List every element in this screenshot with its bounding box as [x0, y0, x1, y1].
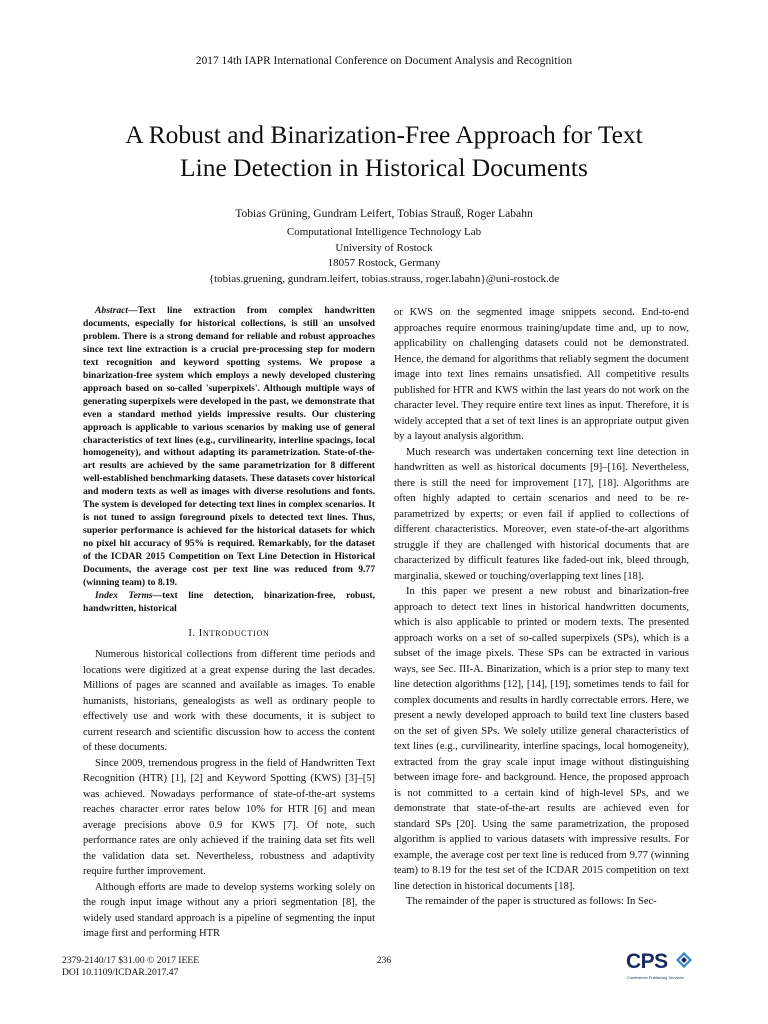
cps-logo: [626, 948, 692, 982]
affiliation-lab: Computational Intelligence Technology Lab: [286, 225, 482, 238]
intro-paragraph: Since 2009, tremendous progress in the field of Handwritten Text Recognition (HTR) [1], [2] and Keyword Spotting (KWS) [3]–[5] was achieved. Nowadays performance of state-of-the-art systems reaches character error rates below 10% for HTR [6] and mean average precisions above 0.9 for KWS [7]. Of note, such performance rates are only achieved if the training data set fits well the validation data set. Nevertheless, robustness and adaptivity require further improvement.: [83, 757, 375, 878]
section-title-rest: NTRODUCTION: [202, 628, 270, 638]
body-paragraph: The remainder of the paper is structured as follows: In Sec-: [406, 896, 657, 907]
abstract-text: —Text line extraction from complex handwritten documents, especially for historical collections, is still an unsolved problem. There is a strong demand for reliable and robust approaches since text line extraction is a crucial pre-processing step for modern text recognition and keyword spotting systems. We propose a binarization-free system which employs a newly developed clustering approach based on so-called 'superpixels'. Although multiple ways of generating superpixels were developed in the past, we demonstrate that even a standard method yields impressive results. Our clustering approach is applicable to various scenarios by making use of general characteristics of text lines (e.g., curvilinearity, interline spacings, local homogeneity), and without adapting its parametrization. State-of-the-art results are achieved by the same parametrization for 8 different well-established benchmarking datasets. These datasets cover historical and modern texts as well as images with diverse resolutions and fonts. The system is developed for detecting text lines in complex scenarios. It is not tuned to assign foreground pixels to detected text lines. Thus, superior performance is achieved for the historical datasets for which no pixel hit accuracy of 95% is required. Remarkably, for the dataset of the ICDAR 2015 Competition on Text Line Detection in Historical Documents, the average cost per text line was reduced from 9.77 (winning team) to 8.19.: [83, 305, 375, 589]
paper-title-line-2: Line Detection in Historical Documents: [180, 153, 588, 182]
footer-issn: 2379-2140/17 $31.00 © 2017 IEEE: [62, 955, 200, 966]
cps-diamond-icon: [676, 952, 692, 968]
cps-logo-text: CPS: [626, 950, 668, 973]
intro-paragraph: Numerous historical collections from different time periods and locations were digitized at a great expense during the last decades. Millions of pages are scanned and available as images. To enable humanists, historians, genealogists as well as ordinary people to effectively use and work with these documents, it is subject to current research and scientific discussion how to access the content of these documents.: [83, 649, 375, 754]
index-terms: [83, 590, 375, 616]
index-terms-label: Index Terms: [95, 589, 153, 601]
affiliation-university: University of Rostock: [335, 241, 433, 254]
author-emails: {tobias.gruening, gundram.leifert, tobias.strauss, roger.labahn}@uni-rostock.de: [208, 273, 560, 286]
paper-title-line-1: A Robust and Binarization-Free Approach for Text: [125, 120, 643, 149]
section-number: I.: [188, 627, 199, 639]
page-number: 236: [376, 955, 392, 966]
index-terms-text: —text line detection, binarization-free, robust, handwritten, historical: [83, 589, 375, 614]
conference-header: 2017 14th IAPR International Conference on Document Analysis and Recognition: [195, 55, 573, 67]
section-initial: I: [198, 627, 203, 639]
author-names: Tobias Grüning, Gundram Leifert, Tobias Strauß, Roger Labahn: [235, 207, 533, 220]
section-heading-introduction: [83, 626, 375, 642]
abstract-label: Abstract: [95, 305, 129, 316]
intro-paragraph: Although efforts are made to develop systems working solely on the rough input image without any a priori segmentation [8], the widely used standard approach is a pipeline of segmenting the input image first and performing HTR: [83, 881, 375, 940]
cps-logo-subtext: Conference Publishing Services: [627, 975, 684, 980]
body-paragraph: In this paper we present a new robust and binarization-free approach to detect text lines in historical handwritten documents, which is also applicable to printed or modern texts. The presented approach works on a set of so-called superpixels (SPs), which is a subset of the image pixels. These SPs can be extracted in various ways, see Sec. III-A. Binarization, which is a prior step to many text line detection algorithms [12], [14], [19], sometimes tends to fail for complex documents and results in hardly correctable errors. Here, we present a newly developed approach to build text line clusters based on the set of given SPs. We solely utilize general characteristics of text lines (e.g., curvilinearity, interline spacings, local homogeneity), extracted from the gray scale input image without distinguishing between image fore- and background. Hence, the proposed approach is not committed to a certain kind of high-level SPs, and we demonstrate that state-of-the-art results are achieved even for standard SPs [20]. Using the same parametrization, the proposed algorithm is applied to various datasets with impressive results. For example, the average cost per text line is reduced from 9.77 (winning team) to 8.19 for the test set of the ICDAR 2015 competition on text line detection in historical documents [18].: [394, 586, 689, 892]
abstract: [83, 305, 375, 590]
body-paragraph: or KWS on the segmented image snippets second. End-to-end approaches require enormous training/update time and, up to now, applicability on challenging datasets could not be demonstrated. Hence, the demand for algorithms that reliably segment the document image into text lines remains unsatisfied. All competitive results published for HTR and KWS within the last years do not work on the character level. They require entire text lines as input. Therefore, it is widely accepted that a set of text lines is an appropriate output given by a layout analysis algorithm.: [394, 307, 689, 442]
author-block: [0, 206, 768, 288]
paper-title: [60, 118, 708, 184]
left-column: [83, 305, 375, 942]
right-column: [394, 305, 689, 910]
body-paragraph: Much research was undertaken concerning text line detection in handwritten as well as historical documents [9]–[16]. Nevertheless, there is still the need for improvement [17], [18]. Algorithms are often highly adapted to certain scenarios and need to be re-parametrized by experts; or even fail if applied to collections of different characteristics. Moreover, even state-of-the-art algorithms struggle if they are challenged with historical documents that are characterized by difficult features like faded-out ink, bleed through, marginalia, skewed or touching/overlapping text lines [18].: [394, 446, 689, 582]
footer-doi: DOI 10.1109/ICDAR.2017.47: [62, 967, 179, 978]
affiliation-address: 18057 Rostock, Germany: [327, 257, 441, 270]
